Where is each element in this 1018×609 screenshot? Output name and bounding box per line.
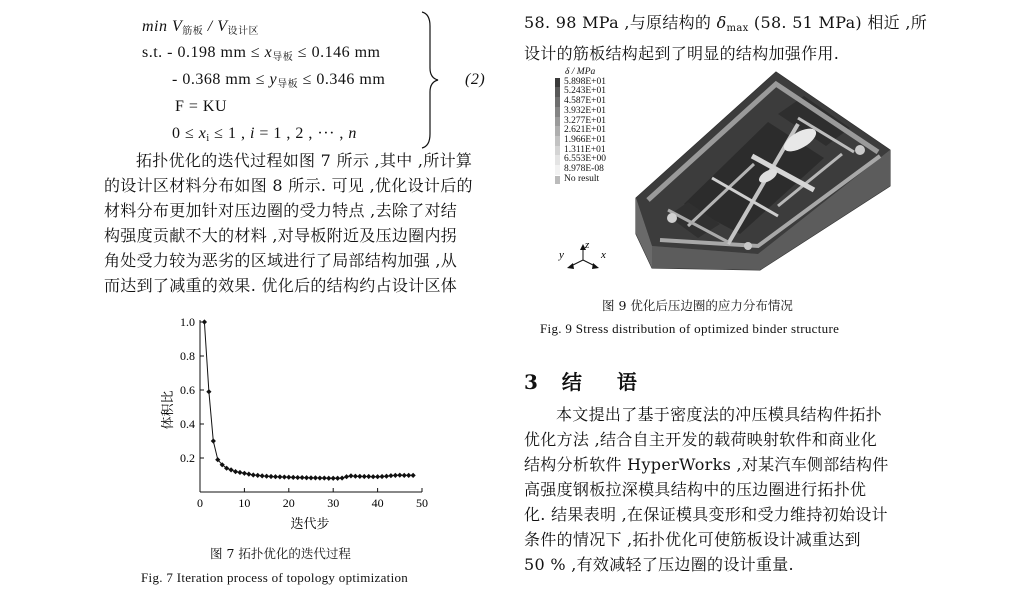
data-point bbox=[304, 475, 309, 480]
legend-swatch bbox=[555, 136, 560, 146]
data-point bbox=[366, 474, 371, 479]
data-point bbox=[211, 438, 216, 443]
data-point bbox=[291, 475, 296, 480]
data-point bbox=[348, 473, 353, 478]
x-tick-label: 20 bbox=[282, 496, 295, 510]
legend-no-result: No result bbox=[555, 175, 606, 185]
axis-triad bbox=[557, 238, 613, 272]
x-tick-label: 10 bbox=[238, 496, 251, 510]
paragraph-line: 58. 98 MPa ,与原结构的 $\delta_{max}$ (58. 51 MPa) 相近 ,所 bbox=[524, 13, 928, 34]
y-tick-label: 0.2 bbox=[180, 451, 195, 465]
data-point bbox=[246, 472, 251, 477]
legend-value: 6.553E+00 bbox=[564, 154, 607, 165]
data-point bbox=[402, 473, 407, 478]
formula-line-4: F = KU bbox=[175, 98, 228, 115]
fig9-caption-en: Fig. 9 Stress distribution of optimized binder structure bbox=[540, 321, 840, 336]
paragraph-line: 设计的筋板结构起到了明显的结构加强作用. bbox=[524, 44, 840, 63]
legend-title: δ / MPa bbox=[565, 67, 596, 77]
y-axis-label: 体积比 bbox=[160, 390, 175, 430]
paragraph-line: 条件的情况下 ,拓扑优化可使筋板设计减重达到 bbox=[524, 530, 861, 549]
data-point bbox=[375, 474, 380, 479]
paragraph-line: 而达到了减重的效果. 优化后的结构约占设计区体 bbox=[104, 276, 458, 295]
legend-swatch bbox=[555, 146, 560, 156]
series-line bbox=[204, 322, 413, 478]
data-point bbox=[282, 474, 287, 479]
data-point bbox=[313, 475, 318, 480]
series-points bbox=[202, 319, 416, 480]
data-point bbox=[397, 473, 402, 478]
fig9-caption-cn: 图 9 优化后压边圈的应力分布情况 bbox=[602, 298, 793, 313]
data-point bbox=[393, 473, 398, 478]
data-point bbox=[202, 319, 207, 324]
left-paragraph bbox=[104, 148, 473, 298]
data-point bbox=[206, 389, 211, 394]
chart-axes bbox=[200, 320, 422, 492]
fig7-caption-en: Fig. 7 Iteration process of topology optimization bbox=[141, 570, 409, 585]
paragraph-line: 50 % ,有效减轻了压边圈的设计重量. bbox=[524, 555, 794, 574]
paragraph-line: 材料分布更加针对压边圈的受力特点 ,去除了对结 bbox=[104, 201, 458, 220]
data-point bbox=[233, 469, 238, 474]
y-tick-label: 0.4 bbox=[180, 417, 195, 431]
right-top-paragraph bbox=[524, 10, 927, 66]
data-point bbox=[268, 474, 273, 479]
y-tick-label: 1.0 bbox=[180, 315, 195, 329]
stress-legend bbox=[555, 68, 606, 184]
data-point bbox=[384, 474, 389, 479]
x-tick-label: 0 bbox=[197, 496, 203, 510]
data-point bbox=[308, 475, 313, 480]
data-point bbox=[357, 474, 362, 479]
data-point bbox=[388, 473, 393, 478]
paragraph-line: 角处受力较为恶劣的区域进行了局部结构加强 ,从 bbox=[104, 251, 458, 270]
formula-line-2: s.t. - 0.198 mm ≤ $x_{导板} \le 0.146$ mm bbox=[142, 44, 381, 63]
y-tick-label: 0.8 bbox=[180, 349, 195, 363]
x-axis-label: 迭代步 bbox=[290, 516, 330, 531]
data-point bbox=[331, 476, 336, 481]
paragraph-line: 化. 结果表明 ,在保证模具变形和受力维持初始设计 bbox=[524, 505, 888, 524]
paragraph-line: 本文提出了基于密度法的冲压模具结构件拓扑 bbox=[556, 405, 883, 424]
data-point bbox=[264, 474, 269, 479]
data-point bbox=[300, 475, 305, 480]
data-point bbox=[277, 474, 282, 479]
axis-label-z: z bbox=[585, 239, 590, 251]
legend-value: 1.966E+01 bbox=[564, 134, 607, 145]
legend-swatch bbox=[555, 126, 560, 136]
x-tick-label: 40 bbox=[371, 496, 384, 510]
data-point bbox=[286, 475, 291, 480]
data-point bbox=[353, 474, 358, 479]
legend-swatch bbox=[555, 97, 560, 107]
y-tick-label: 0.6 bbox=[180, 383, 195, 397]
legend-value: 3.277E+01 bbox=[564, 115, 607, 126]
paragraph-line: 高强度钢板拉深模具结构中的压边圈进行拓扑优 bbox=[524, 480, 867, 499]
paragraph-line: 的设计区材料分布如图 8 所示. 可见 ,优化设计后的 bbox=[104, 176, 473, 195]
data-point bbox=[260, 473, 265, 478]
paragraph-line: 结构分析软件 HyperWorks ,对某汽车侧部结构件 bbox=[524, 455, 889, 474]
formula-brace bbox=[418, 10, 442, 150]
legend-value: 2.621E+01 bbox=[564, 125, 607, 136]
data-point bbox=[371, 474, 376, 479]
legend-value: 8.978E-08 bbox=[564, 164, 604, 175]
legend-swatch bbox=[555, 117, 560, 127]
paragraph-line: 构强度贡献不大的材料 ,对导板附近及压边圈内拐 bbox=[104, 226, 458, 245]
data-point bbox=[379, 474, 384, 479]
data-point bbox=[362, 474, 367, 479]
paragraph-line: 拓扑优化的迭代过程如图 7 所示 ,其中 ,所计算 bbox=[136, 151, 473, 170]
legend-value: 1.311E+01 bbox=[564, 144, 606, 155]
legend-value: 5.243E+01 bbox=[564, 86, 607, 97]
legend-value: 5.898E+01 bbox=[564, 76, 607, 87]
data-point bbox=[344, 474, 349, 479]
axis-label-x: x bbox=[601, 249, 606, 261]
binder-stress-model bbox=[628, 66, 896, 274]
data-point bbox=[228, 467, 233, 472]
legend-swatch bbox=[555, 78, 560, 88]
data-point bbox=[339, 475, 344, 480]
paragraph-line: 优化方法 ,结合自主开发的载荷映射软件和商业化 bbox=[524, 430, 878, 449]
data-point bbox=[242, 471, 247, 476]
data-point bbox=[411, 473, 416, 478]
x-tick-label: 30 bbox=[327, 496, 340, 510]
fig7-line-chart bbox=[150, 312, 440, 538]
legend-swatch bbox=[555, 87, 560, 97]
data-point bbox=[255, 473, 260, 478]
legend-swatch bbox=[555, 155, 560, 165]
data-point bbox=[406, 473, 411, 478]
chart-ticks bbox=[180, 315, 428, 510]
data-point bbox=[295, 475, 300, 480]
right-paragraph bbox=[524, 402, 889, 577]
data-point bbox=[335, 476, 340, 481]
legend-swatch bbox=[555, 165, 560, 175]
data-point bbox=[326, 476, 331, 481]
formula-line-5: $0 \le x_i \le 1$ , i = 1 , 2 , ··· , n bbox=[172, 125, 357, 144]
legend-value: 3.932E+01 bbox=[564, 105, 607, 116]
legend-value: 4.587E+01 bbox=[564, 96, 607, 107]
legend-swatch bbox=[555, 107, 560, 117]
x-tick-label: 50 bbox=[416, 496, 428, 510]
data-point bbox=[322, 475, 327, 480]
data-point bbox=[317, 475, 322, 480]
axis-label-y: y bbox=[559, 249, 564, 261]
formula-line-3: - 0.368 mm ≤ $y_{导板} \le 0.346$ mm bbox=[172, 71, 386, 90]
equation-number: (2) bbox=[465, 71, 486, 88]
data-point bbox=[273, 474, 278, 479]
data-point bbox=[251, 472, 256, 477]
formula-line-1: $\min V_{筋板} / V_{设计区}$ bbox=[142, 18, 259, 37]
section-heading: 3 结 语 bbox=[524, 370, 651, 394]
data-point bbox=[237, 470, 242, 475]
fig7-caption-cn: 图 7 拓扑优化的迭代过程 bbox=[210, 546, 351, 561]
